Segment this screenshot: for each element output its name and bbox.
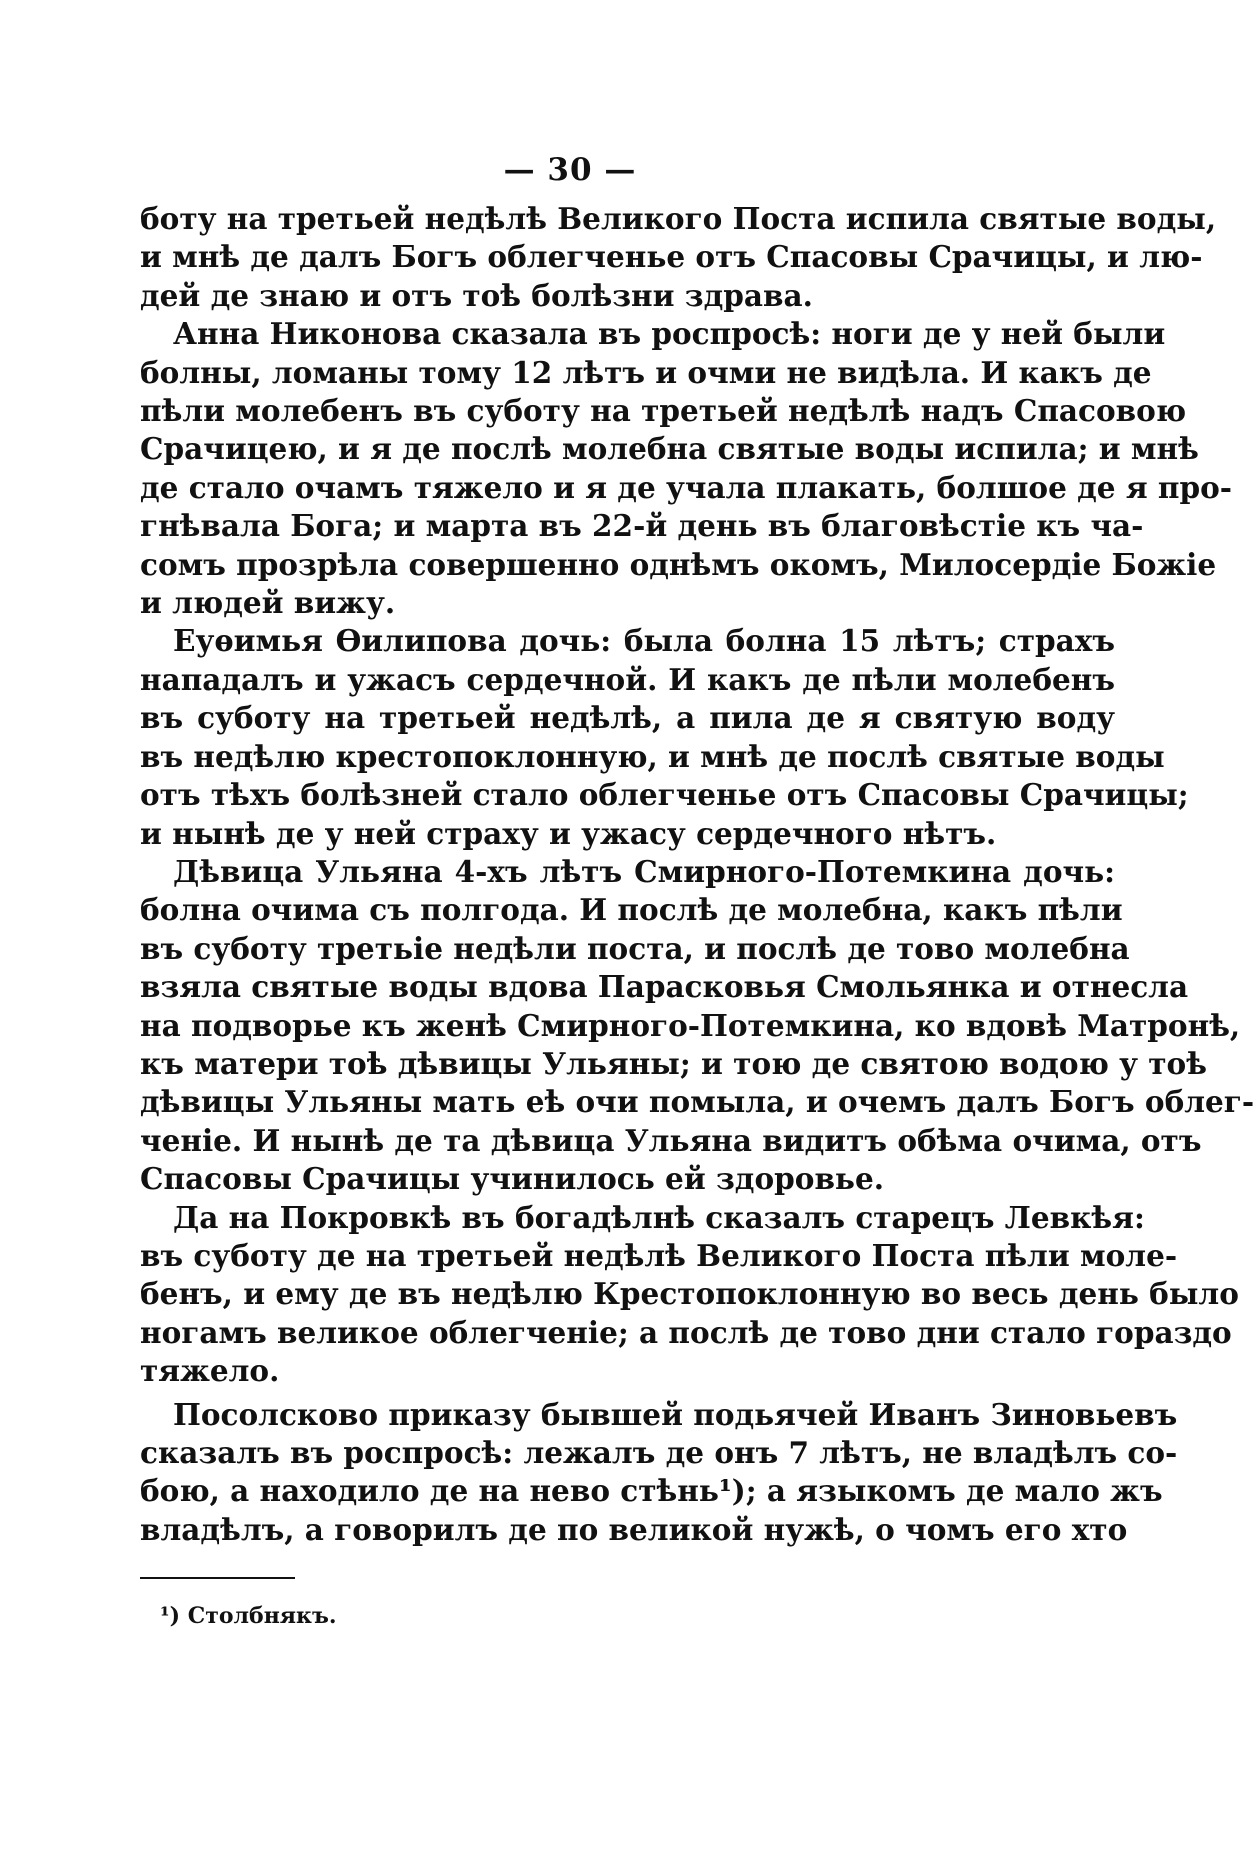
text-line: дей де знаю и отъ тоѣ болѣзни здрава. xyxy=(140,277,813,313)
body-text xyxy=(140,200,1254,1549)
text-line: взяла святые воды вдова Парасковья Смольянка и отнесла xyxy=(140,969,1189,1005)
text-line: владѣлъ, а говорилъ де по великой нужѣ, о чомъ его хто xyxy=(140,1511,1128,1547)
page-number: — 30 — xyxy=(503,152,637,188)
text-line: гнѣвала Бога; и марта въ 22-й день въ благовѣстіе къ ча- xyxy=(140,508,1144,544)
text-line: Спасовы Срачицы учинилось ей здоровье. xyxy=(140,1161,884,1197)
text-line: болна очима съ полгода. И послѣ де молебна, какъ пѣли xyxy=(140,892,1123,928)
text-line: Еуѳимья Ѳилипова дочь: была болна 15 лѣтъ; страхъ xyxy=(173,623,1115,659)
paragraph xyxy=(140,853,1254,1199)
text-line: Срачицею, и я де послѣ молебна святые воды испила; и мнѣ xyxy=(140,431,1199,467)
text-line: пѣли молебенъ въ суботу на третьей недѣлѣ надъ Спасовою xyxy=(140,393,1187,429)
text-line: бою, а находило де на нево стѣнь¹); а языкомъ де мало жъ xyxy=(140,1473,1163,1509)
text-line: къ матери тоѣ дѣвицы Ульяны; и тою де святою водою у тоѣ xyxy=(140,1045,1207,1081)
text-line: Дѣвица Ульяна 4-хъ лѣтъ Смирного-Потемкина дочь: xyxy=(173,853,1115,889)
text-line: сомъ прозрѣла совершенно однѣмъ окомъ, Милосердіе Божіе xyxy=(140,546,1217,582)
paragraph xyxy=(140,1199,1239,1391)
text-line: на подворье къ женѣ Смирного-Потемкина, ко вдовѣ Матронѣ, xyxy=(140,1007,1241,1043)
text-line: де стало очамъ тяжело и я де учала плакать, болшое де я про- xyxy=(140,469,1233,505)
paragraph xyxy=(140,1396,1178,1550)
text-line: и людей вижу. xyxy=(140,585,396,621)
text-line: въ суботу третьіе недѣли поста, и послѣ де тово молебна xyxy=(140,930,1130,966)
text-line: сказалъ въ роспросѣ: лежалъ де онъ 7 лѣтъ, не владѣлъ со- xyxy=(140,1435,1178,1470)
paragraph xyxy=(140,200,1217,315)
text-line: въ суботу на третьей недѣлѣ, а пила де я святую воду xyxy=(140,700,1115,736)
text-line: болны, ломаны тому 12 лѣтъ и очми не видѣла. И какъ де xyxy=(140,354,1152,390)
footnote-divider xyxy=(140,1577,295,1579)
paragraph xyxy=(140,315,1233,622)
text-line: Анна Никонова сказала въ роспросѣ: ноги де у ней были xyxy=(173,316,1166,352)
text-line: дѣвицы Ульяны мать еѣ очи помыла, и очемъ далъ Богъ облег- xyxy=(140,1084,1254,1120)
text-line: отъ тѣхъ болѣзней стало облегченье отъ Спасовы Срачицы; xyxy=(140,777,1189,813)
text-line: ченіе. И нынѣ де та дѣвица Ульяна видитъ обѣма очима, отъ xyxy=(140,1122,1202,1158)
text-line: тяжело. xyxy=(140,1353,280,1389)
text-line: и мнѣ де далъ Богъ облегченье отъ Спасовы Срачицы, и лю- xyxy=(140,239,1203,275)
text-line: Да на Покровкѣ въ богадѣлнѣ сказалъ старецъ Левкѣя: xyxy=(173,1199,1145,1235)
text-line: Посолсково приказу бывшей подьячей Иванъ Зиновьевъ xyxy=(173,1396,1178,1432)
text-line: бенъ, и ему де въ недѣлю Крестопоклонную во весь день было xyxy=(140,1276,1239,1312)
text-line: ногамъ великое облегченіе; а послѣ де тово дни стало гораздо xyxy=(140,1314,1232,1350)
text-line: и нынѣ де у ней страху и ужасу сердечного нѣтъ. xyxy=(140,815,997,851)
text-line: въ недѣлю крестопоклонную, и мнѣ де послѣ святые воды xyxy=(140,738,1165,774)
text-line: боту на третьей недѣлѣ Великого Поста испила святые воды, xyxy=(140,201,1217,236)
footnote: ¹) Столбнякъ. xyxy=(160,1603,337,1629)
text-line: нападалъ и ужасъ сердечной. И какъ де пѣли молебенъ xyxy=(140,661,1115,697)
text-line: въ суботу де на третьей недѣлѣ Великого Поста пѣли моле- xyxy=(140,1237,1178,1273)
paragraph xyxy=(140,622,1189,852)
